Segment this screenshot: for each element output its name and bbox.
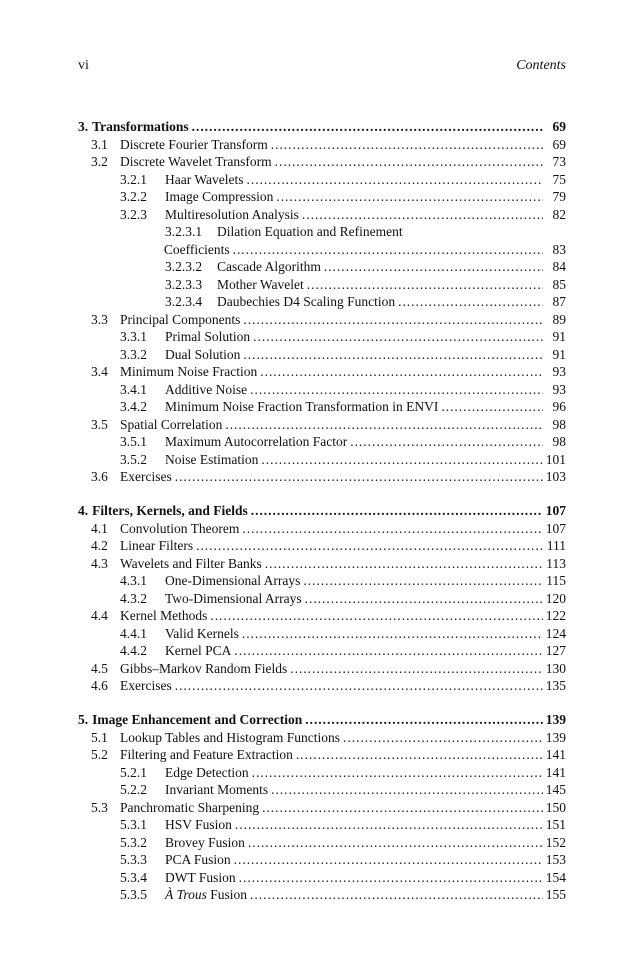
dot-leader bbox=[251, 502, 543, 520]
section-title: Additive Noise bbox=[165, 381, 248, 397]
toc-subsection-entry[interactable] bbox=[78, 781, 566, 799]
table-of-contents bbox=[78, 118, 566, 904]
section-title: PCA Fusion bbox=[165, 852, 231, 867]
section-number: 4.6 bbox=[91, 678, 108, 693]
dot-leader bbox=[192, 118, 543, 136]
dot-leader bbox=[234, 851, 543, 869]
toc-subsection-entry[interactable] bbox=[78, 625, 566, 643]
section-number: 3.2.3 bbox=[120, 206, 147, 222]
section-page-number: 75 bbox=[552, 171, 566, 187]
section-title: Spatial Correlation bbox=[120, 416, 223, 432]
toc-subsection-entry[interactable] bbox=[78, 869, 566, 887]
section-number: 3.3.2 bbox=[120, 346, 147, 362]
section-number: 3.5 bbox=[91, 416, 108, 432]
dot-leader bbox=[296, 746, 543, 764]
section-page-number: 84 bbox=[552, 259, 566, 274]
dot-leader bbox=[196, 537, 543, 555]
page-number-roman: vi bbox=[78, 58, 89, 73]
dot-leader bbox=[247, 171, 543, 189]
section-title: Dilation Equation and Refinement bbox=[217, 224, 403, 239]
section-page-number: 93 bbox=[552, 381, 566, 397]
section-title: Two-Dimensional Arrays bbox=[165, 590, 302, 606]
toc-subsection-entry[interactable] bbox=[78, 346, 566, 364]
section-number: 3.2 bbox=[91, 154, 108, 169]
section-page-number: 127 bbox=[545, 643, 566, 658]
toc-chapter-entry[interactable] bbox=[78, 118, 566, 136]
section-number: 3.2.3.3 bbox=[165, 276, 203, 292]
toc-section-entry[interactable] bbox=[78, 468, 566, 486]
section-page-number: 89 bbox=[552, 311, 566, 327]
section-page-number: 69 bbox=[552, 136, 566, 152]
dot-leader bbox=[271, 136, 543, 154]
section-number: 3.4.1 bbox=[120, 381, 147, 397]
section-page-number: 101 bbox=[545, 451, 566, 467]
section-page-number: 111 bbox=[546, 538, 566, 553]
dot-leader bbox=[441, 398, 543, 416]
section-page-number: 152 bbox=[545, 834, 566, 850]
section-page-number: 79 bbox=[552, 189, 566, 204]
section-page-number: 103 bbox=[545, 469, 566, 484]
section-number: 4.5 bbox=[91, 660, 108, 676]
toc-section-entry[interactable] bbox=[78, 136, 566, 154]
section-number: 4.3.1 bbox=[120, 573, 147, 588]
toc-section-entry[interactable] bbox=[78, 363, 566, 381]
toc-subsection-entry[interactable] bbox=[78, 171, 566, 189]
dot-leader bbox=[324, 258, 543, 276]
section-number: 5.3.1 bbox=[120, 817, 147, 832]
section-title: Linear Filters bbox=[120, 538, 194, 553]
dot-leader bbox=[275, 153, 543, 171]
section-title bbox=[165, 886, 247, 904]
toc-subsubsection-entry[interactable] bbox=[78, 258, 566, 276]
dot-leader bbox=[398, 293, 543, 311]
section-title: Kernel Methods bbox=[120, 608, 208, 623]
section-page-number: 145 bbox=[545, 782, 566, 797]
section-title: Dual Solution bbox=[165, 346, 241, 362]
section-title: HSV Fusion bbox=[165, 817, 232, 832]
section-number: 5.2.1 bbox=[120, 764, 147, 780]
dot-leader bbox=[303, 572, 543, 590]
section-title: One-Dimensional Arrays bbox=[165, 573, 301, 588]
dot-leader bbox=[233, 241, 543, 259]
section-number: 3.3 bbox=[91, 311, 108, 327]
running-header: Contents bbox=[516, 58, 566, 73]
toc-subsection-entry[interactable] bbox=[78, 206, 566, 224]
section-title: Wavelets and Filter Banks bbox=[120, 555, 262, 571]
dot-leader bbox=[250, 886, 543, 904]
section-page-number: 115 bbox=[546, 573, 566, 588]
dot-leader bbox=[350, 433, 543, 451]
toc-section-entry[interactable] bbox=[78, 660, 566, 678]
section-title: Convolution Theorem bbox=[120, 520, 240, 536]
dot-leader bbox=[239, 869, 543, 887]
chapter-number: 5. bbox=[78, 712, 89, 727]
section-title: Daubechies D4 Scaling Function bbox=[217, 294, 396, 309]
dot-leader bbox=[265, 555, 543, 573]
dot-leader bbox=[262, 799, 543, 817]
toc-subsection-entry[interactable] bbox=[78, 764, 566, 782]
section-number: 5.3.2 bbox=[120, 834, 147, 850]
section-page-number: 85 bbox=[552, 276, 566, 292]
toc-section-entry[interactable] bbox=[78, 729, 566, 747]
section-page-number: 87 bbox=[552, 294, 566, 309]
toc-subsection-entry[interactable] bbox=[78, 572, 566, 590]
dot-leader bbox=[260, 363, 543, 381]
section-page-number: 73 bbox=[552, 154, 566, 169]
toc-chapter-entry[interactable] bbox=[78, 502, 566, 520]
section-title: Minimum Noise Fraction bbox=[120, 364, 258, 379]
toc-section-entry[interactable] bbox=[78, 746, 566, 764]
section-title: Mother Wavelet bbox=[217, 276, 304, 292]
dot-leader bbox=[305, 711, 543, 729]
section-page-number: 124 bbox=[545, 625, 566, 641]
dot-leader bbox=[242, 625, 543, 643]
section-number: 4.4.1 bbox=[120, 625, 147, 641]
toc-section-entry[interactable] bbox=[78, 416, 566, 434]
toc-section-entry[interactable] bbox=[78, 677, 566, 695]
section-title: Brovey Fusion bbox=[165, 834, 245, 850]
section-number: 3.4.2 bbox=[120, 399, 147, 414]
toc-subsection-entry[interactable] bbox=[78, 886, 566, 904]
section-number: 3.2.3.2 bbox=[165, 259, 203, 274]
section-page-number: 91 bbox=[552, 346, 566, 362]
dot-leader bbox=[290, 660, 543, 678]
section-title: Kernel PCA bbox=[165, 643, 232, 658]
chapter-title: Filters, Kernels, and Fields bbox=[92, 503, 248, 518]
section-number: 5.3.5 bbox=[120, 887, 147, 902]
chapter-page-number: 139 bbox=[545, 712, 566, 727]
section-page-number: 141 bbox=[545, 747, 566, 762]
chapter-number: 4. bbox=[78, 503, 89, 518]
section-page-number: 141 bbox=[545, 764, 566, 780]
toc-subsection-entry[interactable] bbox=[78, 642, 566, 660]
dot-leader bbox=[253, 328, 543, 346]
section-title-tail: Fusion bbox=[206, 887, 248, 902]
section-title: Minimum Noise Fraction Transformation in ENVI bbox=[165, 399, 439, 414]
section-title-continued: Coefficients bbox=[163, 241, 230, 257]
section-number: 3.4 bbox=[91, 364, 108, 379]
toc-section-entry[interactable] bbox=[78, 153, 566, 171]
section-title: Multiresolution Analysis bbox=[165, 206, 299, 222]
toc-section-entry[interactable] bbox=[78, 555, 566, 573]
section-page-number: 155 bbox=[545, 887, 566, 902]
section-title: Panchromatic Sharpening bbox=[120, 799, 260, 815]
section-title: Primal Solution bbox=[165, 329, 251, 344]
toc-section-entry[interactable] bbox=[78, 311, 566, 329]
section-page-number: 122 bbox=[545, 608, 566, 623]
toc-subsubsection-entry[interactable] bbox=[78, 293, 566, 311]
section-page-number: 130 bbox=[545, 660, 566, 676]
section-page-number: 135 bbox=[545, 678, 566, 693]
section-title: Discrete Fourier Transform bbox=[120, 136, 268, 152]
section-page-number: 150 bbox=[545, 799, 566, 815]
chapter-number: 3. bbox=[78, 119, 89, 134]
dot-leader bbox=[235, 816, 543, 834]
toc-chapter-entry[interactable] bbox=[78, 711, 566, 729]
toc-subsubsection-entry[interactable] bbox=[78, 223, 566, 241]
section-page-number: 82 bbox=[552, 206, 566, 222]
section-number: 3.2.1 bbox=[120, 171, 147, 187]
section-title: Discrete Wavelet Transform bbox=[120, 154, 272, 169]
dot-leader bbox=[243, 311, 543, 329]
section-number: 3.5.2 bbox=[120, 451, 147, 467]
dot-leader bbox=[175, 677, 543, 695]
section-number: 3.2.3.1 bbox=[165, 224, 203, 239]
section-title: Cascade Algorithm bbox=[217, 259, 321, 274]
section-title: Noise Estimation bbox=[165, 451, 259, 467]
section-page-number: 91 bbox=[552, 329, 566, 344]
section-number: 4.3.2 bbox=[120, 590, 147, 606]
dot-leader bbox=[242, 520, 542, 538]
section-title: Haar Wavelets bbox=[165, 171, 244, 187]
section-title: Exercises bbox=[120, 469, 172, 484]
chapter-title: Transformations bbox=[92, 119, 189, 134]
toc-subsection-entry[interactable] bbox=[78, 433, 566, 451]
section-title: Maximum Autocorrelation Factor bbox=[165, 434, 348, 449]
section-page-number: 98 bbox=[552, 434, 566, 449]
section-title: Valid Kernels bbox=[165, 625, 239, 641]
section-page-number: 98 bbox=[552, 416, 566, 432]
section-number: 3.6 bbox=[91, 469, 108, 484]
toc-subsection-entry[interactable] bbox=[78, 851, 566, 869]
section-title: Lookup Tables and Histogram Functions bbox=[120, 729, 341, 745]
section-number: 3.2.2 bbox=[120, 189, 147, 204]
section-page-number: 120 bbox=[545, 590, 566, 606]
dot-leader bbox=[210, 607, 542, 625]
section-title: Edge Detection bbox=[165, 764, 249, 780]
dot-leader bbox=[225, 416, 543, 434]
dot-leader bbox=[175, 468, 543, 486]
toc-subsection-entry[interactable] bbox=[78, 381, 566, 399]
toc-section-entry[interactable] bbox=[78, 799, 566, 817]
section-title: Invariant Moments bbox=[165, 782, 269, 797]
section-number: 5.2 bbox=[91, 747, 108, 762]
toc-subsection-entry[interactable] bbox=[78, 328, 566, 346]
section-page-number: 154 bbox=[545, 869, 566, 885]
dot-leader bbox=[302, 206, 543, 224]
section-number: 5.2.2 bbox=[120, 782, 147, 797]
section-page-number: 153 bbox=[545, 852, 566, 867]
toc-subsection-entry[interactable] bbox=[78, 590, 566, 608]
dot-leader bbox=[243, 346, 543, 364]
toc-subsection-entry[interactable] bbox=[78, 816, 566, 834]
section-number: 5.1 bbox=[91, 729, 108, 745]
toc-subsection-entry[interactable] bbox=[78, 834, 566, 852]
section-number: 4.4 bbox=[91, 608, 108, 623]
section-number: 3.1 bbox=[91, 136, 108, 152]
section-number: 4.3 bbox=[91, 555, 108, 571]
section-number: 5.3.4 bbox=[120, 869, 147, 885]
chapter-page-number: 69 bbox=[552, 119, 566, 134]
dot-leader bbox=[252, 764, 543, 782]
section-number: 3.5.1 bbox=[120, 434, 147, 449]
dot-leader bbox=[271, 781, 543, 799]
chapter-page-number: 107 bbox=[545, 503, 566, 518]
toc-section-entry[interactable] bbox=[78, 607, 566, 625]
section-title-italic: À Trous bbox=[165, 887, 207, 902]
dot-leader bbox=[305, 590, 543, 608]
section-number: 4.1 bbox=[91, 520, 108, 536]
section-title: Exercises bbox=[120, 678, 172, 693]
section-number: 3.2.3.4 bbox=[165, 294, 203, 309]
toc-section-entry[interactable] bbox=[78, 537, 566, 555]
section-number: 3.3.1 bbox=[120, 329, 147, 344]
section-number: 5.3 bbox=[91, 799, 108, 815]
dot-leader bbox=[234, 642, 542, 660]
section-title: Gibbs–Markov Random Fields bbox=[120, 660, 288, 676]
section-page-number: 113 bbox=[546, 555, 566, 571]
section-number: 5.3.3 bbox=[120, 852, 147, 867]
section-page-number: 139 bbox=[545, 729, 566, 745]
section-page-number: 83 bbox=[552, 241, 566, 257]
toc-entry-continuation[interactable] bbox=[78, 241, 566, 259]
section-number: 4.4.2 bbox=[120, 643, 147, 658]
toc-subsection-entry[interactable] bbox=[78, 398, 566, 416]
section-page-number: 151 bbox=[545, 817, 566, 832]
dot-leader bbox=[307, 276, 543, 294]
chapter-title: Image Enhancement and Correction bbox=[92, 712, 303, 727]
section-title: Principal Components bbox=[120, 311, 241, 327]
toc-subsection-entry[interactable] bbox=[78, 188, 566, 206]
toc-section-entry[interactable] bbox=[78, 520, 566, 538]
section-title: Filtering and Feature Extraction bbox=[120, 747, 293, 762]
toc-subsubsection-entry[interactable] bbox=[78, 276, 566, 294]
dot-leader bbox=[343, 729, 543, 747]
section-title: Image Compression bbox=[165, 189, 274, 204]
section-page-number: 93 bbox=[552, 364, 566, 379]
toc-subsection-entry[interactable] bbox=[78, 451, 566, 469]
dot-leader bbox=[261, 451, 542, 469]
section-page-number: 107 bbox=[545, 520, 566, 536]
section-number: 4.2 bbox=[91, 538, 108, 553]
dot-leader bbox=[250, 381, 543, 399]
dot-leader bbox=[276, 188, 543, 206]
dot-leader bbox=[248, 834, 543, 852]
section-page-number: 96 bbox=[552, 399, 566, 414]
section-title: DWT Fusion bbox=[165, 869, 236, 885]
